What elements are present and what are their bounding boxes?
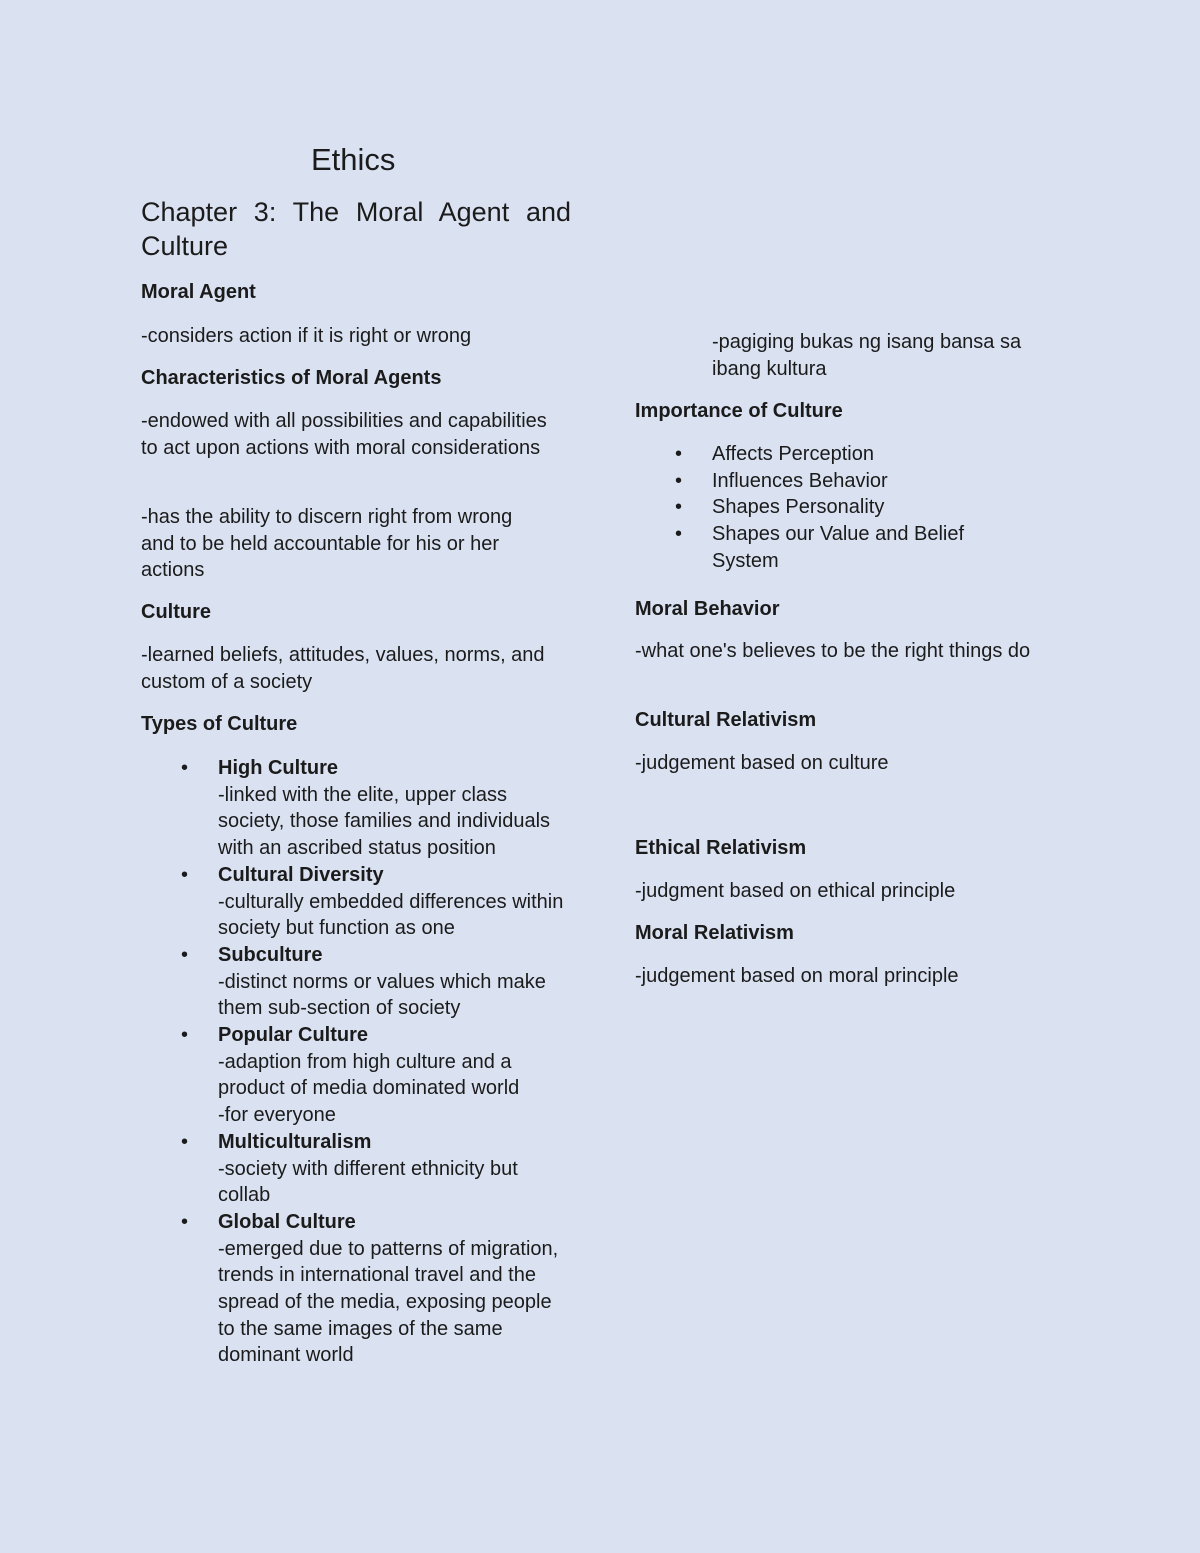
types-of-culture-heading: Types of Culture	[141, 713, 298, 735]
culture-type-description: -distinct norms or values which make them sub-section of society	[218, 970, 546, 1020]
moral-behavior-definition: -what one's believes to be the right things do	[635, 640, 1031, 662]
list-item: • Shapes Personality	[635, 494, 995, 521]
list-item	[141, 1022, 571, 1129]
importance-list	[635, 441, 995, 575]
characteristics-item-1: -endowed with all possibilities and capabilities to act upon actions with moral considerations	[141, 410, 547, 459]
list-item	[141, 942, 571, 1022]
characteristics-heading: Characteristics of Moral Agents	[141, 367, 442, 389]
characteristics-item-2: -has the ability to discern right from wrong and to be held accountable for his or her actions	[141, 506, 513, 582]
chapter-title: Chapter 3: The Moral Agent and Culture	[141, 197, 571, 261]
culture-type-description: -emerged due to patterns of migration, trends in international travel and the spread of the media, exposing people to the same images of the same dominant world	[218, 1237, 559, 1367]
culture-type-name: • Cultural Diversity	[218, 863, 384, 886]
culture-type-description: -culturally embedded differences within society but function as one	[218, 890, 564, 940]
list-item: • Affects Perception	[635, 441, 995, 468]
culture-type-name: • Multiculturalism	[218, 1130, 372, 1153]
culture-type-description: -adaption from high culture and a product of media dominated world	[218, 1050, 520, 1100]
culture-type-name: • Global Culture	[218, 1210, 356, 1233]
list-item: • Influences Behavior	[635, 468, 995, 495]
moral-relativism-definition: -judgement based on moral principle	[635, 965, 959, 987]
moral-agent-heading: Moral Agent	[141, 281, 256, 303]
types-of-culture-list	[141, 755, 571, 1369]
culture-type-name: • Popular Culture	[218, 1024, 369, 1047]
importance-of-culture-heading: Importance of Culture	[635, 400, 843, 422]
ethical-relativism-heading: Ethical Relativism	[635, 837, 807, 859]
culture-definition: -learned beliefs, attitudes, values, norms, and custom of a society	[141, 644, 545, 693]
moral-behavior-heading: Moral Behavior	[635, 598, 780, 620]
moral-agent-definition: -considers action if it is right or wrong	[141, 325, 472, 347]
cultural-relativism-heading: Cultural Relativism	[635, 709, 817, 731]
list-item: • Shapes our Value and Belief System	[635, 521, 995, 574]
culture-type-description: -linked with the elite, upper class society, those families and individuals with an ascribed status position	[218, 783, 551, 860]
culture-type-name: • High Culture	[218, 757, 338, 779]
list-item	[141, 862, 571, 942]
document-title: Ethics	[311, 142, 396, 177]
culture-type-description: -society with different ethnicity but collab	[218, 1157, 518, 1207]
culture-heading: Culture	[141, 601, 211, 623]
list-item	[141, 755, 571, 862]
ethical-relativism-definition: -judgment based on ethical principle	[635, 880, 956, 902]
culture-type-description: -for everyone	[218, 1104, 336, 1127]
moral-relativism-heading: Moral Relativism	[635, 922, 794, 944]
culture-type-name: • Subculture	[218, 943, 323, 966]
cultural-relativism-definition: -judgement based on culture	[635, 752, 889, 774]
continued-text: -pagiging bukas ng isang bansa sa ibang kultura	[712, 331, 1022, 380]
list-item	[141, 1129, 571, 1209]
list-item	[141, 1209, 571, 1369]
